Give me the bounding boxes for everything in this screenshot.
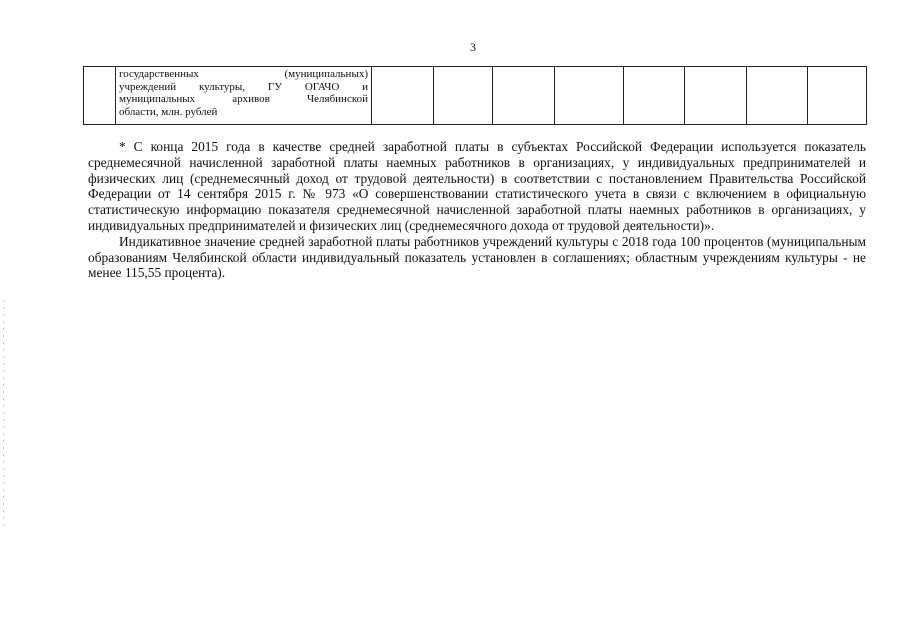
- value-cell: [434, 67, 493, 125]
- row-number-cell: [84, 67, 116, 125]
- indicator-line: учреждений культуры, ГУ ОГАЧО и: [119, 80, 368, 93]
- indicator-table: [83, 66, 867, 125]
- footnote-paragraph: * С конца 2015 года в качестве средней заработной платы в субъектах Российской Федерации используется показатель среднемесячной начисленной заработной платы наемных работников в организациях, у индивидуальных предпринимателей и физических лиц (среднемесячный доход от трудовой деятельности) в соответствии с постановлением Правительства Российской Федерации от 14 сентября 2015 г. № 973 «О совершенствовании статистического учета в связи с включением в официальную статистическую информацию показателя среднемесячной начисленной заработной платы наемных работников в организациях, у индивидуальных предпринимателей и физических лиц (среднемесячного дохода от трудовой деятельности)».: [88, 139, 866, 233]
- indicator-line: государственных (муниципальных): [119, 68, 368, 80]
- indicator-name: [116, 67, 371, 118]
- value-cell: [808, 67, 867, 125]
- indicative-paragraph: Индикативное значение средней заработной платы работников учреждений культуры с 2018 года 100 процентов (муниципальным образованиям Челябинской области индивидуальный показатель установлен в соглашениях; областным учреждениям культуры - не менее 115,55 процента).: [88, 233, 866, 281]
- value-cell: [372, 67, 434, 125]
- table-row: [84, 67, 867, 125]
- indicator-line: муниципальных архивов Челябинской: [119, 93, 368, 105]
- value-cell: [555, 67, 624, 125]
- notes-section: [88, 139, 866, 281]
- indicator-line: области, млн. рублей: [119, 105, 218, 118]
- scan-edge-mark: [3, 300, 4, 530]
- value-cell: [493, 67, 555, 125]
- value-cell: [747, 67, 808, 125]
- indicator-name-cell: [116, 67, 372, 125]
- page-number: 3: [470, 40, 476, 54]
- value-cell: [685, 67, 747, 125]
- value-cell: [624, 67, 685, 125]
